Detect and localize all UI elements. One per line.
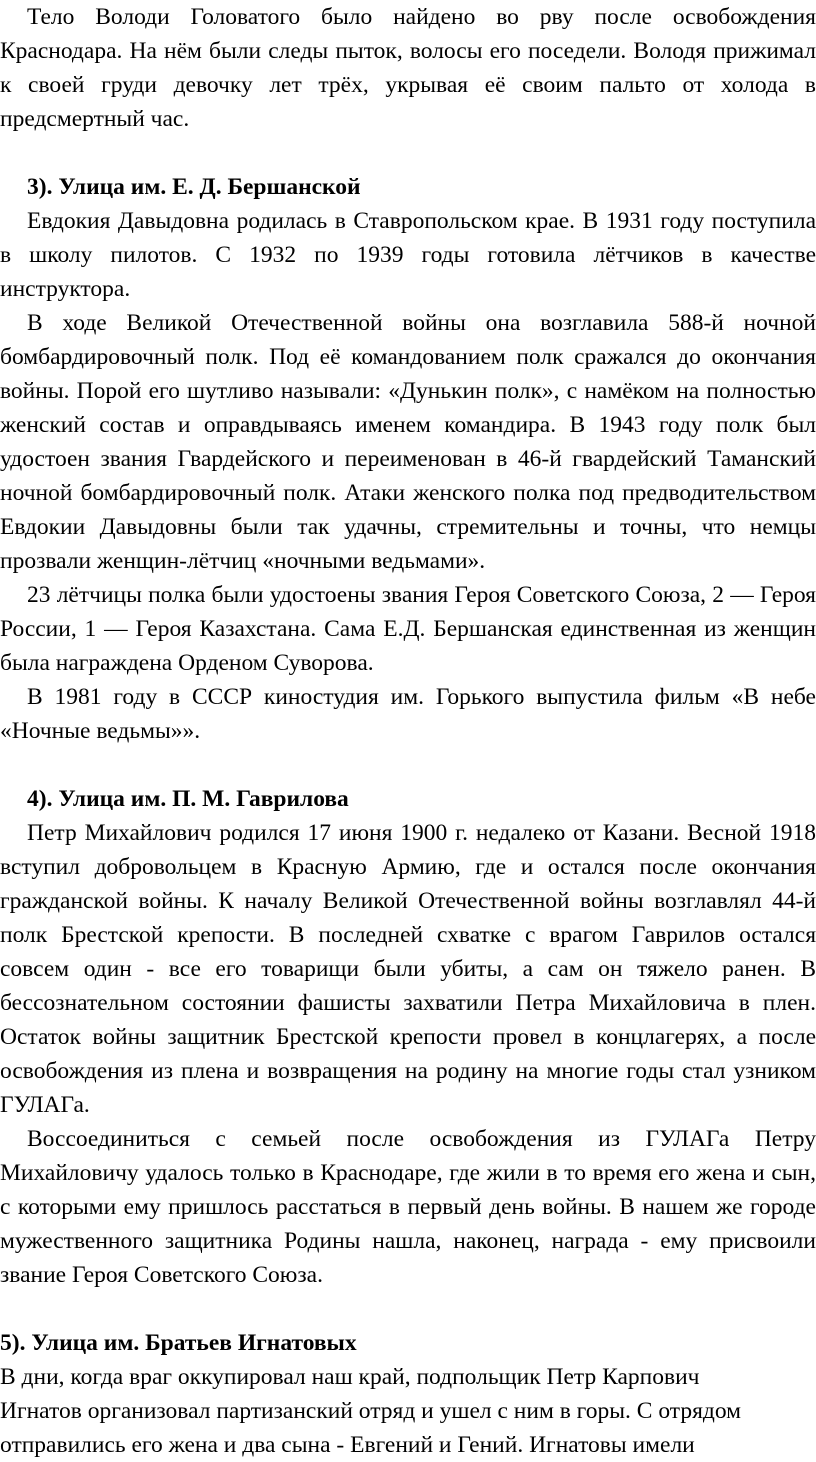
intro-paragraph: Тело Володи Головатого было найдено во рву после освобождения Краснодара. На нём были следы пыток, волосы его поседели. Володя прижимал к своей груди девочку лет трёх, укрывая её своим пальто от холода в предсмертный час. (0, 4, 816, 132)
section-3-paragraph: Евдокия Давыдовна родилась в Ставропольском крае. В 1931 году поступила в школу пилотов. С 1932 по 1939 годы готовила лётчиков в качестве инструктора. (0, 208, 816, 302)
section-5-line: Игнатов организовал партизанский отряд и ушел с ним в горы. С отрядом (0, 1398, 742, 1424)
spacer (0, 136, 816, 170)
section-5-line: В дни, когда враг оккупировал наш край, подпольщик Петр Карпович (0, 1364, 700, 1390)
section-3-paragraph: 23 лётчицы полка были удостоены звания Героя Советского Союза, 2 — Героя России, 1 — Героя Казахстана. Сама Е.Д. Бершанская единственная из женщин была награждена Орденом Суворова. (0, 582, 816, 676)
section-4-heading: 4). Улица им. П. М. Гаврилова (27, 786, 349, 812)
section-3-paragraph: В ходе Великой Отечественной войны она возглавила 588-й ночной бомбардировочный полк. Под её командованием полк сражался до окончания войны. Порой его шутливо называли: «Дунькин полк», с намёком на полностью женский состав и оправдываясь именем командира. В 1943 году полк был удостоен звания Гвардейского и переименован в 46-й гвардейский Таманский ночной бомбардировочный полк. Атаки женского полка под предводительством Евдокии Давыдовны были так удачны, стремительны и точны, что немцы прозвали женщин-лётчиц «ночными ведьмами». (0, 310, 816, 574)
section-4-paragraph: Петр Михайлович родился 17 июня 1900 г. недалеко от Казани. Весной 1918 вступил добровольцем в Красную Армию, где и остался после окончания гражданской войны. К началу Великой Отечественной войны возглавлял 44-й полк Брестской крепости. В последней схватке с врагом Гаврилов остался совсем один - все его товарищи были убиты, а сам он тяжело ранен. В бессознательном состоянии фашисты захватили Петра Михайловича в плен. Остаток войны защитник Брестской крепости провел в концлагерях, а после освобождения из плена и возвращения на родину на многие годы стал узником ГУЛАГа. (0, 820, 816, 1118)
section-4-paragraph: Воссоединиться с семьей после освобождения из ГУЛАГа Петру Михайловичу удалось только в Краснодаре, где жили в то время его жена и сын, с которыми ему пришлось расстаться в первый день войны. В нашем же городе мужественного защитника Родины нашла, наконец, награда - ему присвоили звание Героя Советского Союза. (0, 1126, 816, 1288)
section-3-paragraph: В 1981 году в СССР киностудия им. Горького выпустила фильм «В небе «Ночные ведьмы»». (0, 684, 816, 744)
section-5-line: отправились его жена и два сына - Евгений и Гений. Игнатовы имели (0, 1432, 695, 1458)
spacer (0, 748, 816, 782)
spacer (0, 1292, 816, 1326)
section-5-heading: 5). Улица им. Братьев Игнатовых (0, 1330, 357, 1356)
section-3-heading: 3). Улица им. Е. Д. Бершанской (27, 174, 361, 200)
